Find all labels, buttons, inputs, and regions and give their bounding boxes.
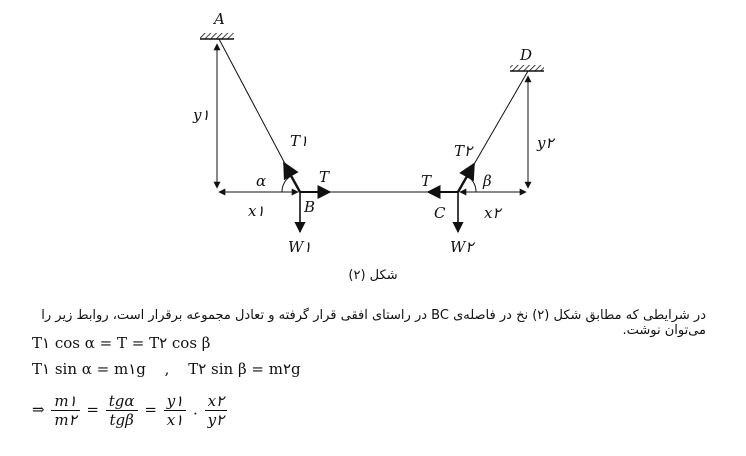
figure-caption: شکل (۲) [348,268,398,283]
fraction-tangent-ratio [106,392,138,429]
label-y1: y۱ [193,106,210,124]
equals-sign: = [144,400,157,419]
label-d: D [520,46,533,64]
label-c: C [434,204,446,222]
explanation-paragraph: در شرایطی که مطابق شکل (۲) نخ در فاصله‌ی BC در راستای افقی قرار گرفته و تعادل مجموعه برقرار است، روابط زیر را می‌توان نوشت. [41,308,706,338]
fraction-denominator: m۲ [54,411,77,429]
label-y2: y۲ [537,134,554,152]
equation-2 [32,360,301,378]
multiply-dot: . [193,400,198,419]
implies-symbol: ⇒ [32,400,45,419]
label-b: B [304,198,316,216]
fraction-mass-ratio [51,392,79,429]
fraction-numerator: x۲ [205,392,228,411]
fraction-numerator: m۱ [51,392,79,411]
label-w2: W۲ [450,238,474,256]
label-w1: W۱ [288,238,312,256]
ceiling-support-a [200,33,234,39]
fraction-x2-y2 [205,392,228,429]
label-a: A [214,10,225,28]
fraction-denominator: y۲ [207,411,225,429]
label-t1: T۱ [290,132,309,150]
label-t-left: T [319,168,330,186]
label-x2: x۲ [484,204,501,222]
force-t1-arrow [284,163,300,192]
equals-sign: = [86,400,99,419]
label-t-right: T [421,172,432,190]
equation-2-separator: , [164,360,170,378]
label-alpha: α [256,172,267,190]
label-t2: T۲ [454,142,473,160]
equation-2b: T۲ sin β = m۲g [188,360,301,378]
fraction-numerator: tgα [106,392,138,411]
angle-beta-arc [467,176,476,192]
equation-1: T۱ cos α = T = T۲ cos β [32,334,211,352]
force-t2-arrow [458,164,474,192]
fraction-y1-x1 [164,392,187,429]
equation-3 [32,392,229,429]
label-beta: β [483,172,492,190]
fraction-denominator: x۱ [166,411,184,429]
equation-2a: T۱ sin α = m۱g [32,360,146,378]
fraction-numerator: y۱ [164,392,187,411]
angle-alpha-arc [282,176,291,192]
ceiling-support-d [510,65,544,71]
label-x1: x۱ [248,202,265,220]
fraction-denominator: tgβ [109,411,134,429]
